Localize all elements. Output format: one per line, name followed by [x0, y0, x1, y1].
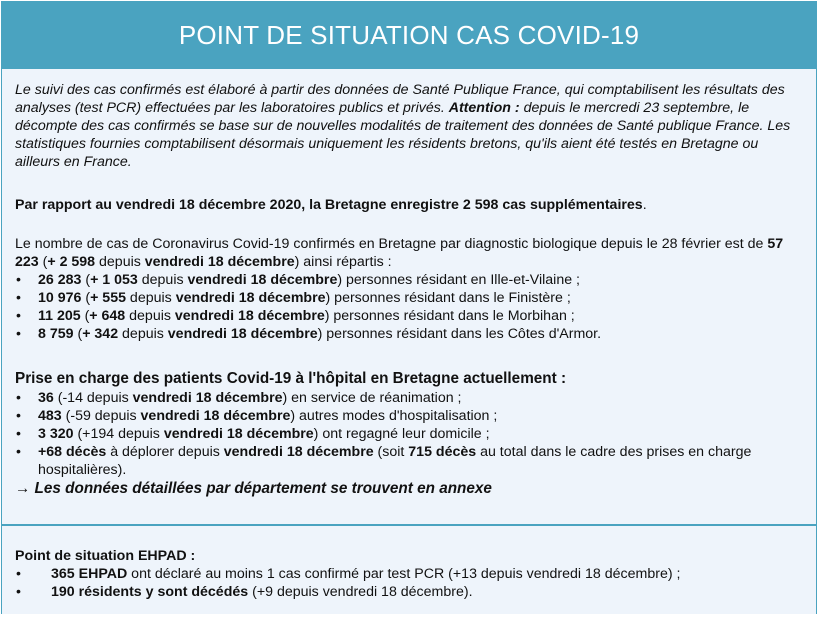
cases-delta: + 2 598	[47, 254, 96, 270]
list-item: • +68 décès à déplorer depuis vendredi 18 décembre (soit 715 décès au total dans le cadre des prises en charge hospitalières).	[16, 444, 752, 478]
intro-text-1: Le suivi des cas confirmés est élaboré à partir des données de Santé Publique France, qui comptabilisent les résultats des analyses (test PCR) effectuées par les laboratoires publics et privés.	[15, 82, 785, 116]
bulletin-frame	[1, 1, 817, 614]
main-panel	[2, 69, 816, 525]
ehpad-panel	[2, 525, 816, 614]
page-title: POINT DE SITUATION CAS COVID-19	[178, 20, 640, 50]
summary-paragraph: Par rapport au vendredi 18 décembre 2020, la Bretagne enregistre 2 598 cas supplémentaires.	[15, 197, 647, 213]
summary-text: Par rapport au vendredi 18 décembre 2020, la Bretagne enregistre 2 598 cas supplémentaires	[15, 197, 643, 213]
header-banner	[2, 2, 816, 70]
bullet-icon: •	[16, 390, 21, 406]
bullet-icon: •	[16, 444, 21, 460]
intro-text-2: depuis le mercredi 23 septembre, le décompte des cas confirmés se base sur de nouvelles modalités de traitement des données de Santé publique France. Les statistiques fournies comptabilisent désormais uniquement les résidents bretons, qu'ils aient été testés en Bretagne ou ailleurs en France.	[15, 100, 791, 170]
ehpad-title: Point de situation EHPAD :	[15, 548, 196, 564]
list-item: • 26 283 (+ 1 053 depuis vendredi 18 décembre) personnes résidant en Ille-et-Vilaine ;	[16, 272, 580, 288]
cases-date: vendredi 18 décembre	[144, 254, 295, 270]
bullet-icon: •	[16, 272, 21, 288]
department-list	[15, 271, 806, 343]
list-item: • 8 759 (+ 342 depuis vendredi 18 décembre) personnes résidant dans les Côtes d'Armor.	[16, 326, 602, 342]
list-item: • 11 205 (+ 648 depuis vendredi 18 décembre) personnes résidant dans le Morbihan ;	[16, 308, 575, 324]
hospital-section	[15, 369, 806, 499]
intro-paragraph	[15, 81, 806, 171]
bullet-icon: •	[16, 326, 21, 342]
attention-label: Attention :	[448, 100, 520, 116]
hospital-title: Prise en charge des patients Covid-19 à l'hôpital en Bretagne actuellement :	[15, 370, 567, 387]
cases-section	[15, 235, 806, 343]
list-item: • 10 976 (+ 555 depuis vendredi 18 décembre) personnes résidant dans le Finistère ;	[16, 290, 571, 306]
hospital-list	[15, 389, 806, 479]
bullet-icon: •	[16, 426, 21, 442]
bullet-icon: •	[16, 566, 21, 582]
cases-total: 57 223	[15, 236, 784, 270]
annex-note: → Les données détaillées par département se trouvent en annexe	[15, 480, 492, 497]
bullet-icon: •	[16, 290, 21, 306]
ehpad-section	[15, 547, 806, 601]
list-item: • 190 résidents y sont décédés (+9 depuis vendredi 18 décembre).	[16, 584, 473, 600]
list-item: • 483 (-59 depuis vendredi 18 décembre) autres modes d'hospitalisation ;	[16, 408, 498, 424]
ehpad-list	[15, 565, 806, 601]
bullet-icon: •	[16, 584, 21, 600]
bullet-icon: •	[16, 408, 21, 424]
list-item: • 36 (-14 depuis vendredi 18 décembre) en service de réanimation ;	[16, 390, 462, 406]
list-item: • 365 EHPAD ont déclaré au moins 1 cas confirmé par test PCR (+13 depuis vendredi 18 décembre) ;	[16, 566, 681, 582]
cases-lead: Le nombre de cas de Coronavirus Covid-19 confirmés en Bretagne par diagnostic biologique depuis le 28 février est de 57 223 (+ 2 598 depuis vendredi 18 décembre) ainsi répartis :	[15, 236, 784, 270]
list-item: • 3 320 (+194 depuis vendredi 18 décembre) ont regagné leur domicile ;	[16, 426, 490, 442]
bullet-icon: •	[16, 308, 21, 324]
